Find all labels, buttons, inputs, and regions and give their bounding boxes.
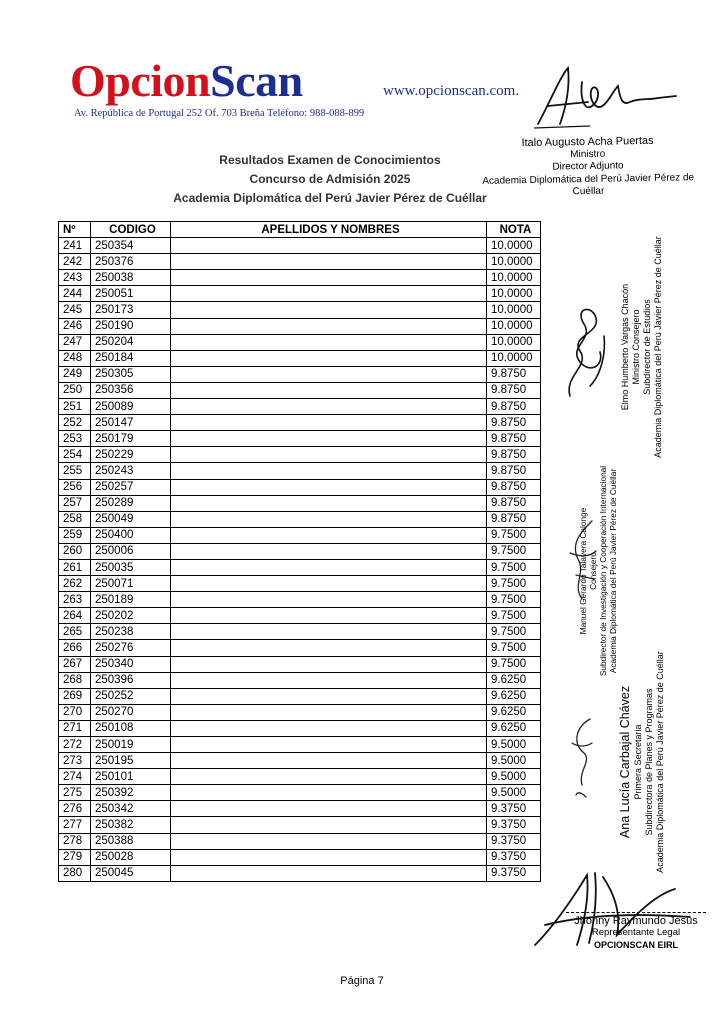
row-name: [171, 270, 487, 286]
row-name: [171, 833, 487, 849]
row-number: 267: [59, 656, 91, 672]
row-number: 265: [59, 624, 91, 640]
row-number: 250: [59, 382, 91, 398]
row-grade: 9.7500: [487, 656, 541, 672]
row-name: [171, 463, 487, 479]
row-code: 250190: [91, 318, 171, 334]
row-name: [171, 447, 487, 463]
row-name: [171, 817, 487, 833]
row-name: [171, 592, 487, 608]
table-row: [59, 576, 541, 592]
row-name: [171, 785, 487, 801]
signatory-role: Representante Legal: [591, 927, 681, 938]
table-row: [59, 720, 541, 736]
row-code: 250179: [91, 431, 171, 447]
row-grade: 9.8750: [487, 495, 541, 511]
row-number: 255: [59, 463, 91, 479]
table-row: [59, 415, 541, 431]
row-name: [171, 849, 487, 865]
page-number: Página 7: [340, 975, 384, 987]
row-code: 250342: [91, 801, 171, 817]
row-number: 257: [59, 495, 91, 511]
row-code: 250204: [91, 334, 171, 350]
row-code: 250289: [91, 495, 171, 511]
row-number: 248: [59, 350, 91, 366]
row-number: 279: [59, 849, 91, 865]
row-name: [171, 624, 487, 640]
table-row: [59, 559, 541, 575]
row-code: 250376: [91, 254, 171, 270]
row-code: 250252: [91, 688, 171, 704]
row-number: 247: [59, 334, 91, 350]
row-name: [171, 302, 487, 318]
row-number: 261: [59, 559, 91, 575]
row-grade: 10.0000: [487, 254, 541, 270]
row-grade: 9.6250: [487, 672, 541, 688]
row-name: [171, 382, 487, 398]
row-grade: 9.7500: [487, 624, 541, 640]
signatory-name: Jhonny Raymundo Jesus: [566, 912, 706, 927]
row-number: 260: [59, 543, 91, 559]
row-grade: 9.7500: [487, 527, 541, 543]
header-name: APELLIDOS Y NOMBRES: [171, 222, 487, 238]
row-grade: 9.7500: [487, 608, 541, 624]
signatory-block-vertical-2: [578, 421, 618, 721]
table-row: [59, 801, 541, 817]
table-row: [59, 865, 541, 881]
table-row: [59, 737, 541, 753]
table-row: [59, 366, 541, 382]
table-row: [59, 527, 541, 543]
row-name: [171, 318, 487, 334]
row-name: [171, 801, 487, 817]
row-name: [171, 704, 487, 720]
row-number: 244: [59, 286, 91, 302]
results-table: [58, 221, 541, 882]
row-code: 250392: [91, 785, 171, 801]
table-row: [59, 592, 541, 608]
handwritten-signature-2: [560, 296, 612, 400]
row-name: [171, 527, 487, 543]
row-number: 258: [59, 511, 91, 527]
row-name: [171, 511, 487, 527]
table-row: [59, 238, 541, 254]
row-grade: 9.7500: [487, 592, 541, 608]
row-code: 250019: [91, 737, 171, 753]
row-number: 280: [59, 865, 91, 881]
row-name: [171, 495, 487, 511]
row-name: [171, 608, 487, 624]
row-name: [171, 431, 487, 447]
row-code: 250243: [91, 463, 171, 479]
row-grade: 9.8750: [487, 399, 541, 415]
row-code: 250388: [91, 833, 171, 849]
row-number: 273: [59, 753, 91, 769]
row-number: 242: [59, 254, 91, 270]
row-code: 250147: [91, 415, 171, 431]
row-name: [171, 720, 487, 736]
signatory-org: Academia Diplomática del Perú Javier Pérez de Cuéllar: [653, 236, 663, 458]
signatory-role: Subdirector de Investigación y Cooperación Internacional: [598, 465, 608, 677]
table-row: [59, 254, 541, 270]
signatory-role: Subdirector de Estudios: [642, 299, 652, 395]
row-grade: 9.6250: [487, 688, 541, 704]
table-row: [59, 817, 541, 833]
row-name: [171, 576, 487, 592]
signatory-name: Ana Lucía Carbajal Chávez: [618, 685, 632, 839]
row-name: [171, 559, 487, 575]
row-grade: 9.8750: [487, 511, 541, 527]
table-row: [59, 849, 541, 865]
row-number: 272: [59, 737, 91, 753]
logo-text-scan: Scan: [210, 55, 303, 106]
table-row: [59, 334, 541, 350]
row-code: 250184: [91, 350, 171, 366]
row-grade: 9.6250: [487, 720, 541, 736]
row-number: 269: [59, 688, 91, 704]
document-heading: [170, 151, 490, 208]
row-grade: 10.0000: [487, 318, 541, 334]
row-number: 259: [59, 527, 91, 543]
row-grade: 9.8750: [487, 382, 541, 398]
signatory-role: Director Adjunto: [552, 160, 624, 173]
header-code: CODIGO: [91, 222, 171, 238]
signatory-name: Elmo Humberto Vargas Chacón: [620, 283, 630, 411]
row-grade: 10.0000: [487, 286, 541, 302]
row-grade: 9.8750: [487, 415, 541, 431]
row-grade: 9.7500: [487, 640, 541, 656]
table-row: [59, 318, 541, 334]
handwritten-signature-top: [530, 62, 680, 134]
header-grade: NOTA: [487, 222, 541, 238]
row-grade: 9.3750: [487, 833, 541, 849]
row-name: [171, 254, 487, 270]
row-name: [171, 479, 487, 495]
heading-line-1: Resultados Examen de Conocimientos: [219, 153, 441, 167]
row-code: 250189: [91, 592, 171, 608]
handwritten-signature-4: [562, 713, 602, 803]
signatory-name: Manuel Gerardo Talavera Calonge: [578, 507, 588, 635]
row-code: 250038: [91, 270, 171, 286]
row-grade: 9.8750: [487, 431, 541, 447]
table-row: [59, 543, 541, 559]
row-number: 266: [59, 640, 91, 656]
row-code: 250035: [91, 559, 171, 575]
row-grade: 10.0000: [487, 302, 541, 318]
row-grade: 9.5000: [487, 737, 541, 753]
row-grade: 9.5000: [487, 769, 541, 785]
table-row: [59, 495, 541, 511]
table-row: [59, 640, 541, 656]
row-name: [171, 656, 487, 672]
table-row: [59, 656, 541, 672]
table-row: [59, 704, 541, 720]
row-grade: 9.8750: [487, 463, 541, 479]
row-code: 250305: [91, 366, 171, 382]
row-code: 250382: [91, 817, 171, 833]
row-number: 278: [59, 833, 91, 849]
row-code: 250089: [91, 399, 171, 415]
row-code: 250396: [91, 672, 171, 688]
row-grade: 9.3750: [487, 865, 541, 881]
row-grade: 10.0000: [487, 238, 541, 254]
signatory-rank: Ministro: [570, 148, 606, 160]
signatory-org: Academia Diplomática del Perú Javier Pérez de Cuéllar: [482, 171, 695, 198]
row-name: [171, 543, 487, 559]
row-code: 250257: [91, 479, 171, 495]
row-name: [171, 753, 487, 769]
table-row: [59, 511, 541, 527]
row-number: 276: [59, 801, 91, 817]
table-row: [59, 479, 541, 495]
signatory-org: OPCIONSCAN EIRL: [593, 940, 678, 950]
row-code: 250270: [91, 704, 171, 720]
row-number: 245: [59, 302, 91, 318]
row-grade: 9.5000: [487, 785, 541, 801]
row-number: 251: [59, 399, 91, 415]
table-row: [59, 463, 541, 479]
table-row: [59, 608, 541, 624]
row-name: [171, 769, 487, 785]
row-code: 250202: [91, 608, 171, 624]
signatory-rank: Ministro Consejero: [631, 309, 641, 385]
row-grade: 9.5000: [487, 753, 541, 769]
signatory-block-vertical-3: [618, 622, 666, 902]
row-name: [171, 238, 487, 254]
row-name: [171, 737, 487, 753]
row-grade: 9.8750: [487, 479, 541, 495]
company-address: Av. República de Portugal 252 Of. 703 Breña Teléfono: 988-088-899: [74, 108, 365, 119]
table-row: [59, 399, 541, 415]
row-code: 250356: [91, 382, 171, 398]
table-row: [59, 769, 541, 785]
table-row: [59, 688, 541, 704]
row-number: 254: [59, 447, 91, 463]
row-name: [171, 688, 487, 704]
row-name: [171, 286, 487, 302]
row-number: 256: [59, 479, 91, 495]
row-code: 250006: [91, 543, 171, 559]
table-row: [59, 270, 541, 286]
row-code: 250173: [91, 302, 171, 318]
table-row: [59, 286, 541, 302]
row-number: 271: [59, 720, 91, 736]
row-code: 250071: [91, 576, 171, 592]
signatory-org: Academia Diplomática del Perú Javier Pérez de Cuéllar: [608, 468, 618, 674]
table-row: [59, 624, 541, 640]
row-grade: 9.7500: [487, 559, 541, 575]
row-grade: 10.0000: [487, 350, 541, 366]
opcionscan-logo: [70, 56, 303, 106]
signatory-rank: Consejero: [588, 552, 598, 590]
row-grade: 10.0000: [487, 334, 541, 350]
signatory-role: Subdirectora de Planes y Programas: [644, 688, 654, 836]
table-row: [59, 302, 541, 318]
table-row: [59, 753, 541, 769]
row-code: 250354: [91, 238, 171, 254]
row-name: [171, 865, 487, 881]
row-grade: 10.0000: [487, 270, 541, 286]
row-name: [171, 334, 487, 350]
row-number: 274: [59, 769, 91, 785]
heading-line-3: Academia Diplomática del Perú Javier Pérez de Cuéllar: [173, 191, 487, 205]
row-code: 250045: [91, 865, 171, 881]
signatory-block-top: [477, 134, 698, 200]
row-number: 264: [59, 608, 91, 624]
row-name: [171, 350, 487, 366]
row-grade: 9.3750: [487, 801, 541, 817]
row-number: 243: [59, 270, 91, 286]
row-grade: 9.7500: [487, 576, 541, 592]
signatory-block-vertical-1: [620, 207, 664, 487]
signatory-org: Academia Diplomática del Perú Javier Pérez de Cuéllar: [655, 651, 665, 873]
row-grade: 9.3750: [487, 817, 541, 833]
row-number: 253: [59, 431, 91, 447]
signatory-rank: Primera Secretaria: [633, 724, 643, 800]
signatory-block-bottom: [566, 912, 706, 951]
row-name: [171, 640, 487, 656]
row-number: 277: [59, 817, 91, 833]
table-row: [59, 382, 541, 398]
row-grade: 9.7500: [487, 543, 541, 559]
row-grade: 9.6250: [487, 704, 541, 720]
row-code: 250101: [91, 769, 171, 785]
row-code: 250400: [91, 527, 171, 543]
row-code: 250108: [91, 720, 171, 736]
row-code: 250195: [91, 753, 171, 769]
table-header-row: [59, 222, 541, 238]
table-row: [59, 785, 541, 801]
row-number: 262: [59, 576, 91, 592]
heading-line-2: Concurso de Admisión 2025: [249, 172, 411, 186]
row-code: 250229: [91, 447, 171, 463]
row-number: 252: [59, 415, 91, 431]
row-number: 268: [59, 672, 91, 688]
row-number: 249: [59, 366, 91, 382]
signatory-name: Italo Augusto Acha Puertas: [521, 134, 654, 150]
table-row: [59, 431, 541, 447]
website-url: www.opcionscan.com.: [383, 83, 520, 99]
row-grade: 9.8750: [487, 447, 541, 463]
row-code: 250049: [91, 511, 171, 527]
row-code: 250276: [91, 640, 171, 656]
row-name: [171, 415, 487, 431]
row-code: 250028: [91, 849, 171, 865]
row-name: [171, 366, 487, 382]
table-row: [59, 350, 541, 366]
row-name: [171, 399, 487, 415]
row-code: 250051: [91, 286, 171, 302]
row-grade: 9.8750: [487, 366, 541, 382]
row-number: 275: [59, 785, 91, 801]
table-row: [59, 447, 541, 463]
row-grade: 9.3750: [487, 849, 541, 865]
table-body: [59, 238, 541, 882]
row-number: 246: [59, 318, 91, 334]
row-name: [171, 672, 487, 688]
table-row: [59, 833, 541, 849]
logo-text-opcion: Opcion: [70, 55, 211, 106]
row-number: 270: [59, 704, 91, 720]
header-num: Nº: [59, 222, 91, 238]
row-number: 263: [59, 592, 91, 608]
row-number: 241: [59, 238, 91, 254]
table-row: [59, 672, 541, 688]
row-code: 250238: [91, 624, 171, 640]
row-code: 250340: [91, 656, 171, 672]
